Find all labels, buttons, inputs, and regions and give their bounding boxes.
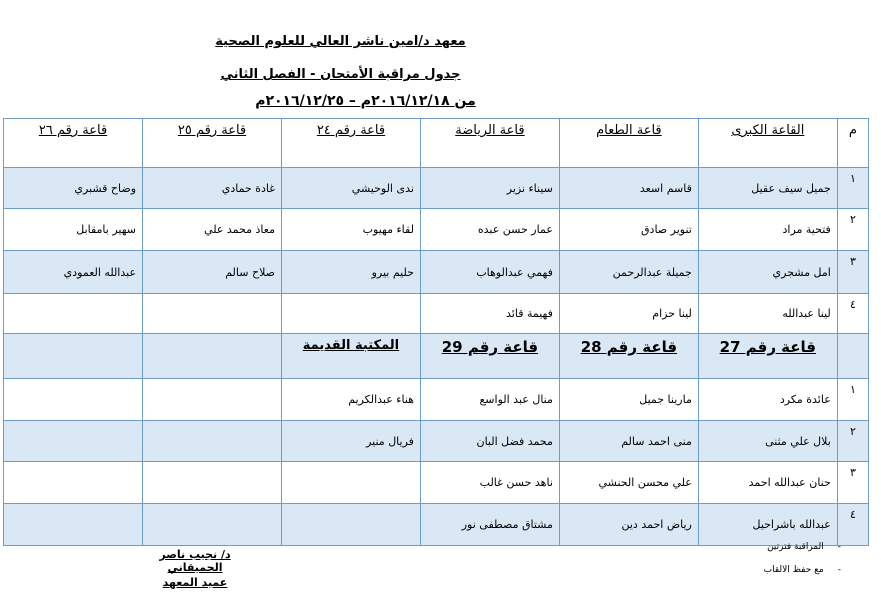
row-number: ٣: [837, 462, 868, 504]
table-cell: [4, 379, 143, 421]
table-cell: [4, 504, 143, 546]
table-cell: تنوير صادق: [559, 209, 698, 251]
table-cell: امل مشجري: [698, 251, 837, 294]
signature-title: عميد المعهد: [162, 576, 228, 589]
table-cell: حنان عبدالله احمد: [698, 462, 837, 504]
table-cell: رياض احمد دين: [559, 504, 698, 546]
table-row: [4, 294, 869, 334]
table-cell: سيناء نزير: [420, 168, 559, 209]
table-cell: [281, 504, 420, 546]
table-cell: ندى الوحيشي: [281, 168, 420, 209]
table-row: [4, 209, 869, 251]
table-cell: [143, 421, 282, 462]
table-cell: جميلة عبدالرحمن: [559, 251, 698, 294]
header-cell: قاعة الطعام: [559, 119, 698, 168]
table-cell: جميل سيف عقيل: [698, 168, 837, 209]
table-cell: عبدالله باشراحيل: [698, 504, 837, 546]
table-cell: [143, 379, 282, 421]
row-number: ٤: [837, 294, 868, 334]
exam-schedule-table: [3, 118, 869, 546]
header-cell: قاعة الرياضة: [420, 119, 559, 168]
table-cell: [143, 294, 282, 334]
note-titles: -مع حفظ الالقاب: [763, 565, 841, 575]
header-cell: [4, 334, 143, 379]
header-cell: قاعة رقم 28: [559, 334, 698, 379]
table-cell: [281, 294, 420, 334]
header-cell: قاعة رقم 27: [698, 334, 837, 379]
header-cell: [837, 334, 868, 379]
table-subheader-row: [4, 334, 869, 379]
table-row: [4, 462, 869, 504]
table-header-row: [4, 119, 869, 168]
header-cell: [143, 334, 282, 379]
table-cell: منى احمد سالم: [559, 421, 698, 462]
table-cell: فهمي عبدالوهاب: [420, 251, 559, 294]
table-cell: قاسم اسعد: [559, 168, 698, 209]
row-number: ١: [837, 379, 868, 421]
header-cell: قاعة رقم ٢٦: [4, 119, 143, 168]
note-bullet: -: [837, 542, 841, 552]
table-cell: [4, 462, 143, 504]
date-range: من ٢٠١٦/١٢/١٨م – ٢٠١٦/١٢/٢٥م: [255, 93, 476, 109]
table-cell: معاذ محمد علي: [143, 209, 282, 251]
table-row: [4, 379, 869, 421]
header-cell: المكتبة القديمة: [281, 334, 420, 379]
table-cell: بلال علي مثنى: [698, 421, 837, 462]
header-cell: قاعة رقم ٢٥: [143, 119, 282, 168]
table-cell: لقاء مهيوب: [281, 209, 420, 251]
table-cell: عبدالله العمودي: [4, 251, 143, 294]
table-row: [4, 504, 869, 546]
note-bullet: -: [837, 565, 841, 575]
table-cell: عمار حسن عبده: [420, 209, 559, 251]
table-cell: حليم بيرو: [281, 251, 420, 294]
table-cell: عائدة مكرد: [698, 379, 837, 421]
row-number: ٢: [837, 209, 868, 251]
table-cell: غادة حمادي: [143, 168, 282, 209]
table-cell: لينا عبدالله: [698, 294, 837, 334]
row-number: ٣: [837, 251, 868, 294]
table-cell: [143, 462, 282, 504]
table-cell: فهيمة قائد: [420, 294, 559, 334]
header-cell: قاعة رقم ٢٤: [281, 119, 420, 168]
header-cell: م: [837, 119, 868, 168]
row-number: ٢: [837, 421, 868, 462]
institute-title: معهد د/امين ناشر العالي للعلوم الصحية: [215, 34, 466, 49]
header-cell: القاعة الكبرى: [698, 119, 837, 168]
table-cell: هناء عبدالكريم: [281, 379, 420, 421]
table-row: [4, 168, 869, 209]
table-cell: فريال منير: [281, 421, 420, 462]
table-cell: [281, 462, 420, 504]
table-cell: محمد فضل البان: [420, 421, 559, 462]
table-cell: مارينا جميل: [559, 379, 698, 421]
table-cell: علي محسن الحنشي: [559, 462, 698, 504]
table-cell: منال عبد الواسع: [420, 379, 559, 421]
note-two-shifts: -المراقبة فترتين: [767, 542, 841, 552]
table-cell: [143, 504, 282, 546]
signature-name: د/ نجيب ناصر الحميقاني: [159, 548, 231, 574]
table-cell: [4, 421, 143, 462]
table-row: [4, 251, 869, 294]
table-cell: فتحية مراد: [698, 209, 837, 251]
schedule-title: جدول مراقبة الأمتحان - الفصل الثاني: [220, 67, 461, 82]
table-cell: وضاح قشبري: [4, 168, 143, 209]
table-cell: صلاح سالم: [143, 251, 282, 294]
table-cell: سهير بامقابل: [4, 209, 143, 251]
table-cell: مشتاق مصطفى نور: [420, 504, 559, 546]
table-cell: ناهد حسن غالب: [420, 462, 559, 504]
table-cell: لينا حزام: [559, 294, 698, 334]
header-cell: قاعة رقم 29: [420, 334, 559, 379]
row-number: ١: [837, 168, 868, 209]
row-number: ٤: [837, 504, 868, 546]
table-cell: [4, 294, 143, 334]
table-row: [4, 421, 869, 462]
